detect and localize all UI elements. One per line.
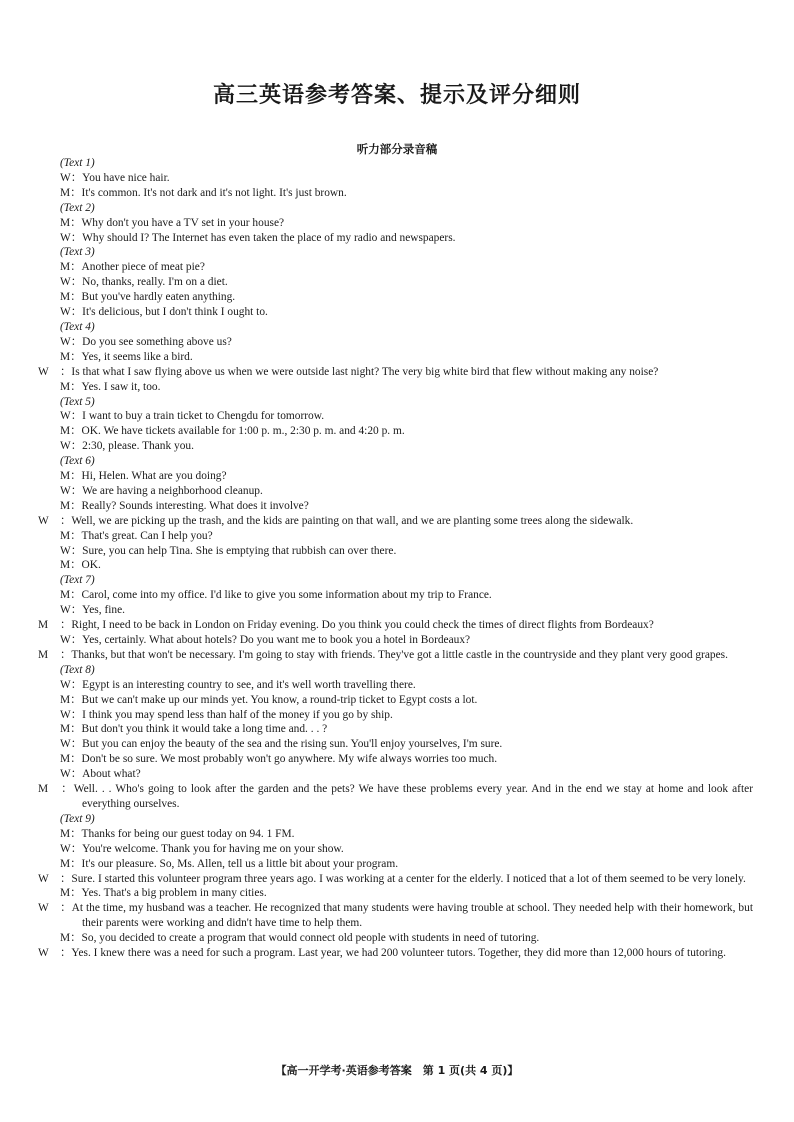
dialogue-text: Right, I need to be back in London on Friday evening. Do you think you could check the times of direct flights from Bordeaux? <box>71 619 654 632</box>
speaker-label: W <box>60 306 71 319</box>
speaker-label: M <box>60 589 71 602</box>
speaker-label: M <box>60 529 71 542</box>
dialogue-line <box>60 216 753 231</box>
dialogue-text: Don't be so sure. We most probably won't go anywhere. My wife always worries too much. <box>81 753 498 766</box>
speaker-separator: ： <box>70 380 82 393</box>
section-title: 听力部分录音稿 <box>356 142 438 156</box>
dialogue-text: You're welcome. Thank you for having me on your show. <box>82 842 344 855</box>
dialogue-text: Another piece of meat pie? <box>81 261 205 274</box>
text-label: (Text 7) <box>60 574 95 587</box>
speaker-separator: ： <box>70 231 83 244</box>
speaker-separator: ： <box>70 887 82 900</box>
dialogue-line <box>60 350 753 365</box>
text-label: (Text 5) <box>60 395 95 408</box>
dialogue-text: Yes, it seems like a bird. <box>81 350 193 363</box>
speaker-separator: ： <box>70 827 82 840</box>
dialogue-text: It's our pleasure. So, Ms. Allen, tell us a little bit about your program. <box>81 857 399 870</box>
dialogue-text: It's common. It's not dark and it's not light. It's just brown. <box>81 186 347 199</box>
speaker-label: W <box>60 678 71 691</box>
speaker-label: M <box>60 827 71 840</box>
speaker-label: M <box>60 216 71 229</box>
speaker-separator: ： <box>70 484 83 497</box>
dialogue-line <box>60 544 753 559</box>
speaker-separator: ： <box>70 425 82 438</box>
speaker-label: M <box>60 470 71 483</box>
speaker-label: M <box>60 693 71 706</box>
speaker-label: M <box>60 887 71 900</box>
text-label: (Text 3) <box>60 246 95 259</box>
dialogue-text: Yes, certainly. What about hotels? Do you want me to book you a hotel in Bordeaux? <box>82 634 471 646</box>
dialogue-text: Hi, Helen. What are you doing? <box>81 470 227 483</box>
dialogue-text: Yes. I saw it, too. <box>81 380 161 393</box>
speaker-separator: ： <box>70 678 83 691</box>
speaker-separator: ： <box>70 932 82 945</box>
dialogue-text: Carol, come into my office. I'd like to give you some information about my trip to France. <box>81 589 492 602</box>
dialogue-text: About what? <box>82 768 141 781</box>
speaker-label: M <box>60 499 71 512</box>
dialogue-line <box>60 737 753 752</box>
dialogue-line: W ：At the time, my husband was a teacher. He recognized that many students were having trouble at school. They needed help with their homework, but their parents were working and didn't have time to help them. <box>38 902 753 930</box>
dialogue-line <box>60 588 753 603</box>
dialogue-text: Yes. I knew there was a need for such a program. Last year, we had 200 volunteer tutors. Together, they did more than 12,000 hours of tutoring. <box>71 947 726 960</box>
dialogue-text: OK. We have tickets available for 1:00 p. m., 2:30 p. m. and 4:20 p. m. <box>81 425 405 438</box>
dialogue-line: W ：Well, we are picking up the trash, and the kids are painting on that wall, and we are planting some trees along the sidewalk. <box>38 514 634 527</box>
speaker-label: W <box>60 484 71 497</box>
dialogue-line <box>60 231 753 246</box>
speaker-label: W <box>60 842 71 855</box>
speaker-separator: ： <box>70 723 82 736</box>
speaker-separator: ： <box>70 842 83 855</box>
dialogue-text: Well. . . Who's going to look after the garden and the pets? We have these problems every year. And in the end we stay at home and look after everything ourselves. <box>73 783 753 810</box>
dialogue-line <box>60 842 753 857</box>
speaker-separator: ： <box>70 708 83 721</box>
speaker-separator: ： <box>60 872 72 885</box>
speaker-label: W <box>60 276 71 289</box>
dialogue-line <box>60 931 753 946</box>
dialogue-text: 2:30, please. Thank you. <box>82 440 194 453</box>
dialogue-text: That's great. Can I help you? <box>81 529 213 542</box>
dialogue-text: Sure, you can help Tina. She is emptying that rubbish can over there. <box>82 544 397 557</box>
dialogue-line: W ：Sure. I started this volunteer program three years ago. I was working at a center for the elderly. I noticed that a lot of them seemed to be very lonely. <box>38 872 746 885</box>
dialogue-line: M ：Thanks, but that won't be necessary. I'm going to stay with friends. They've got a little castle in the countryside and they plant very good grapes. <box>38 648 728 661</box>
speaker-separator: ： <box>70 350 82 363</box>
dialogue-text: Thanks, but that won't be necessary. I'm going to stay with friends. They've got a little castle in the countryside and they plant very good grapes. <box>71 648 728 661</box>
dialogue-text: But you can enjoy the beauty of the sea and the rising sun. You'll enjoy yourselves, I'm sure. <box>82 738 503 751</box>
speaker-separator: ： <box>70 306 83 319</box>
speaker-separator: ： <box>70 291 82 304</box>
dialogue-text: Why don't you have a TV set in your house? <box>81 216 285 229</box>
speaker-separator: ： <box>70 499 82 512</box>
speaker-label: W <box>60 410 71 423</box>
speaker-separator: ： <box>70 261 82 274</box>
dialogue-line <box>60 484 753 499</box>
speaker-separator: ： <box>70 470 82 483</box>
dialogue-line <box>60 499 753 514</box>
dialogue-line <box>60 275 753 290</box>
speaker-label: W <box>60 634 71 646</box>
speaker-label: W <box>60 171 71 184</box>
dialogue-line <box>60 290 753 305</box>
dialogue-text: Why should I? The Internet has even taken the place of my radio and newspapers. <box>82 231 456 244</box>
dialogue-line <box>60 171 753 186</box>
dialogue-line <box>60 439 753 454</box>
speaker-separator: ： <box>70 559 82 572</box>
speaker-label: W <box>60 440 71 453</box>
dialogue-line <box>60 305 753 320</box>
dialogue-line <box>60 186 753 201</box>
speaker-separator: ： <box>70 171 83 184</box>
speaker-label: W <box>60 335 71 348</box>
dialogue-text: At the time, my husband was a teacher. He recognized that many students were having trouble at school. They needed help with their homework, but their parents were working and didn't have time to help them. <box>71 902 753 930</box>
speaker-separator: ： <box>70 276 83 289</box>
speaker-separator: ： <box>60 648 72 661</box>
speaker-separator: ： <box>70 440 83 453</box>
speaker-label: M <box>60 425 71 438</box>
dialogue-line <box>60 678 753 693</box>
speaker-label: W <box>60 544 71 557</box>
dialogue-text: Yes. That's a big problem in many cities. <box>81 887 267 900</box>
text-label: (Text 9) <box>60 812 95 825</box>
dialogue-line <box>60 558 753 573</box>
speaker-separator: ： <box>70 693 82 706</box>
dialogue-line: W ：Yes. I knew there was a need for such a program. Last year, we had 200 volunteer tutors. Together, they did more than 12,000 hours of tutoring. <box>38 947 726 960</box>
speaker-separator: ： <box>70 634 83 646</box>
dialogue-line <box>60 693 753 708</box>
speaker-label: M <box>60 186 71 199</box>
dialogue-line <box>60 603 753 618</box>
dialogue-line <box>60 469 753 484</box>
text-label: (Text 2) <box>60 201 95 214</box>
dialogue-line <box>60 529 753 544</box>
dialogue-line <box>60 424 753 439</box>
transcript <box>38 156 753 961</box>
speaker-separator: ： <box>60 902 72 915</box>
dialogue-text: Do you see something above us? <box>82 335 232 348</box>
dialogue-line <box>60 767 753 782</box>
dialogue-line <box>60 380 753 395</box>
dialogue-line: M ：Well. . . Who's going to look after the garden and the pets? We have these problems every year. And in the end we stay at home and look after everything ourselves. <box>38 783 753 810</box>
speaker-label: M <box>60 350 71 363</box>
speaker-separator: ： <box>70 604 83 617</box>
dialogue-text: But don't you think it would take a long time and. . . ? <box>81 723 328 736</box>
dialogue-text: Egypt is an interesting country to see, and it's well worth travelling there. <box>82 678 416 691</box>
dialogue-line <box>60 722 753 737</box>
text-label: (Text 6) <box>60 455 95 468</box>
speaker-separator: ： <box>60 783 74 796</box>
speaker-label: M <box>60 753 71 766</box>
speaker-separator: ： <box>70 529 82 542</box>
dialogue-text: But you've hardly eaten anything. <box>81 291 236 304</box>
dialogue-line <box>60 409 753 424</box>
dialogue-text: I want to buy a train ticket to Chengdu for tomorrow. <box>82 410 325 423</box>
speaker-separator: ： <box>70 768 83 781</box>
speaker-separator: ： <box>70 738 83 751</box>
dialogue-text: It's delicious, but I don't think I ought to. <box>82 306 268 319</box>
speaker-separator: ： <box>60 514 72 527</box>
dialogue-line <box>60 827 753 842</box>
speaker-label: W <box>60 768 71 781</box>
dialogue-text: Sure. I started this volunteer program three years ago. I was working at a center for the elderly. I noticed that a lot of them seemed to be very lonely. <box>71 872 746 885</box>
speaker-separator: ： <box>70 753 82 766</box>
speaker-label: M <box>60 261 71 274</box>
speaker-label: M <box>60 380 71 393</box>
dialogue-text: Really? Sounds interesting. What does it involve? <box>81 499 309 512</box>
dialogue-text: I think you may spend less than half of the money if you go by ship. <box>82 708 393 721</box>
speaker-separator: ： <box>70 216 82 229</box>
speaker-separator: ： <box>70 335 83 348</box>
dialogue-text: Is that what I saw flying above us when we were outside last night? The very big white bird that flew without making any noise? <box>71 365 659 378</box>
text-label: (Text 8) <box>60 663 95 676</box>
speaker-label: M <box>60 559 71 572</box>
dialogue-line <box>60 260 753 275</box>
dialogue-line <box>60 335 753 350</box>
dialogue-text: Yes, fine. <box>82 604 125 617</box>
text-label: (Text 1) <box>60 157 95 169</box>
dialogue-line <box>60 708 753 723</box>
dialogue-text: Well, we are picking up the trash, and the kids are painting on that wall, and we are planting some trees along the sidewalk. <box>71 514 634 527</box>
speaker-label: W <box>60 708 71 721</box>
dialogue-line <box>60 886 753 901</box>
speaker-separator: ： <box>60 619 72 632</box>
speaker-label: M <box>60 723 71 736</box>
speaker-label: W <box>60 738 71 751</box>
dialogue-line: M ：Right, I need to be back in London on Friday evening. Do you think you could check the times of direct flights from Bordeaux? <box>38 619 654 632</box>
speaker-label: M <box>60 932 71 945</box>
text-label: (Text 4) <box>60 320 95 333</box>
speaker-label: M <box>60 291 71 304</box>
speaker-label: W <box>60 231 71 244</box>
speaker-separator: ： <box>70 589 82 602</box>
speaker-label: M <box>60 857 71 870</box>
dialogue-text: We are having a neighborhood cleanup. <box>82 484 263 497</box>
speaker-separator: ： <box>60 947 72 960</box>
dialogue-line <box>60 633 753 648</box>
speaker-separator: ： <box>60 365 72 378</box>
speaker-separator: ： <box>70 544 83 557</box>
dialogue-text: So, you decided to create a program that would connect old people with students in need of tutoring. <box>81 932 540 945</box>
dialogue-text: No, thanks, really. I'm on a diet. <box>82 276 228 289</box>
dialogue-line <box>60 857 753 872</box>
dialogue-text: Thanks for being our guest today on 94. 1 FM. <box>81 827 295 840</box>
page-title: 高三英语参考答案、提示及评分细则 <box>212 83 581 108</box>
dialogue-text: But we can't make up our minds yet. You know, a round-trip ticket to Egypt costs a lot. <box>81 693 478 706</box>
page-footer: 【高一开学考·英语参考答案 第 1 页(共 4 页)】 <box>275 1064 519 1077</box>
speaker-label: W <box>60 604 71 617</box>
speaker-separator: ： <box>70 857 82 870</box>
dialogue-text: OK. <box>81 559 101 572</box>
dialogue-text: You have nice hair. <box>82 171 170 184</box>
dialogue-line: W ：Is that what I saw flying above us when we were outside last night? The very big white bird that flew without making any noise? <box>38 365 659 378</box>
speaker-separator: ： <box>70 186 82 199</box>
dialogue-line <box>60 752 753 767</box>
speaker-separator: ： <box>70 410 83 423</box>
